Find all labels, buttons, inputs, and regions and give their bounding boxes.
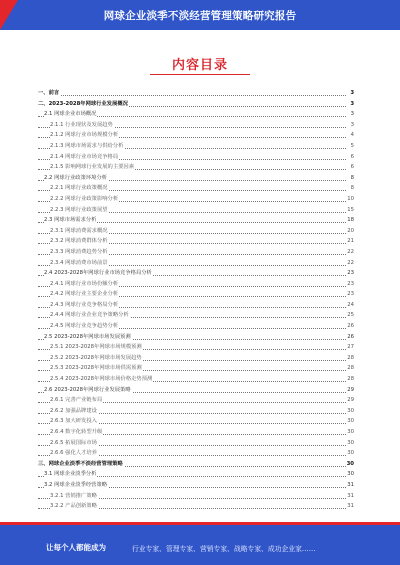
toc-entry-page: 28 [346,353,354,364]
toc-entry-label: 2.4.2 网球行业主要企业分析 [50,289,119,300]
toc-entry-page: 29 [346,385,354,396]
toc-entry-page: 23 [346,268,354,279]
toc-entry[interactable] [38,469,354,480]
report-title: 网球企业淡季不淡经营管理策略研究报告 [103,10,297,22]
toc-entry-label: 2.4.4 网球行业企业竞争策略分析 [50,310,130,321]
toc-entry-page: 6 [350,152,354,163]
toc-entry-label: 2.2.3 网球行业政策展望 [50,205,109,216]
toc-entry-label: 2.4.5 网球行业竞争趋势分析 [50,321,119,332]
toc-entry[interactable] [38,258,354,269]
toc-entry[interactable] [38,141,354,152]
toc-entry-label: 二、2023-2028年网球行业发展概况 [38,99,129,110]
toc-entry-label: 2.1.5 影响网球行业发展的主要因素 [50,162,135,173]
toc-entry[interactable] [38,480,354,491]
table-of-contents [38,88,354,512]
toc-entry-label: 2.1.4 网球行业市场竞争格局 [50,152,119,163]
toc-entry-label: 2.6 2023-2028年网球行业发展策略 [44,385,132,396]
toc-entry-page: 22 [346,258,354,269]
toc-entry-page: 30 [346,448,354,459]
toc-entry[interactable] [38,205,354,216]
toc-entry[interactable] [38,300,354,311]
toc-entry-label: 2.3.3 网球消费趋势分析 [50,247,109,258]
toc-entry-page: 4 [350,130,354,141]
toc-entry-page: 8 [350,183,354,194]
toc-entry-page: 3 [349,88,354,99]
toc-entry-page: 20 [346,226,354,237]
toc-entry-page: 23 [346,279,354,290]
footer-slogan-tail: 行业专家、管理专家、营销专家、战略专家、成功企业家…… [132,545,316,553]
toc-entry-label: 2.6.1 完善产业链布局 [50,395,103,406]
toc-entry-page: 31 [346,501,354,512]
toc-entry-page: 30 [346,469,354,480]
toc-entry[interactable] [38,226,354,237]
toc-entry-label: 2.1.1 行业现状及发展趋势 [50,120,114,131]
toc-entry-page: 8 [350,173,354,184]
toc-leader-dots [38,95,346,96]
toc-entry[interactable] [38,88,354,99]
toc-entry-label: 2.6.3 加大研发投入 [50,416,98,427]
toc-entry-page: 30 [346,438,354,449]
toc-entry-label: 2.1.2 网球行业市场规模分析 [50,130,119,141]
toc-entry-label: 2.5.1 2023-2028年网球市场规模预测 [50,342,143,353]
toc-entry[interactable] [38,173,354,184]
toc-entry-label: 2.3 网球市场需求分析 [44,215,97,226]
toc-entry-page: 3 [350,120,354,131]
toc-entry[interactable] [38,321,354,332]
page-footer [0,522,400,565]
toc-entry[interactable] [38,459,354,470]
toc-entry-label: 2.6.6 强化人才培养 [50,448,98,459]
toc-entry-label: 3.2 网球企业淡季经营策略 [44,480,108,491]
toc-entry-label: 2.6.5 拓展国际市场 [50,438,98,449]
toc-entry[interactable] [38,236,354,247]
toc-entry-label: 2.4 2023-2028年网球行业市场竞争格局分析 [44,268,153,279]
toc-entry-label: 2.5.3 2023-2028年网球市场供需预测 [50,363,143,374]
toc-entry-label: 2.6.2 加强品牌建设 [50,406,98,417]
toc-entry[interactable] [38,99,354,110]
toc-entry-page: 28 [346,374,354,385]
toc-entry-label: 3.2.2 产品创新策略 [50,501,98,512]
toc-entry[interactable] [38,109,354,120]
toc-entry-label: 2.2.2 网球行业政策影响分析 [50,194,119,205]
toc-entry-page: 5 [350,141,354,152]
toc-entry[interactable] [38,120,354,131]
toc-entry-label: 2.2 网球行业政策环境分析 [44,173,108,184]
toc-entry[interactable] [38,247,354,258]
toc-entry[interactable] [38,395,354,406]
toc-entry[interactable] [38,448,354,459]
toc-entry-page: 23 [346,289,354,300]
toc-entry[interactable] [38,279,354,290]
toc-entry-label: 2.5.4 2023-2028年网球市场价格走势预测 [50,374,153,385]
toc-entry[interactable] [38,152,354,163]
toc-entry[interactable] [38,310,354,321]
footer-slogan-lead: 让每个人都能成为 [46,543,106,552]
toc-entry-page: 3 [350,109,354,120]
toc-entry[interactable] [38,332,354,343]
toc-entry-page: 25 [346,310,354,321]
toc-entry-label: 2.2.1 网球行业政策概况 [50,183,109,194]
toc-entry-page: 6 [350,162,354,173]
page-header [0,0,400,30]
toc-entry-page: 29 [346,395,354,406]
toc-entry-page: 21 [346,236,354,247]
toc-entry-label: 三、网球企业淡季不淡经营管理策略 [38,459,124,470]
toc-entry-page: 30 [346,416,354,427]
toc-entry[interactable] [38,363,354,374]
toc-entry-page: 24 [346,300,354,311]
toc-entry-page: 3 [349,99,354,110]
toc-entry-page: 10 [346,194,354,205]
toc-entry-page: 28 [346,363,354,374]
toc-entry[interactable] [38,438,354,449]
toc-entry[interactable] [38,215,354,226]
footer-red-stripe [0,522,400,525]
toc-entry-page: 31 [346,480,354,491]
toc-entry-page: 31 [346,491,354,502]
toc-entry-page: 18 [346,215,354,226]
toc-entry-label: 2.4.3 网球行业竞争格局分析 [50,300,119,311]
toc-entry[interactable] [38,385,354,396]
toc-entry[interactable] [38,289,354,300]
toc-entry[interactable] [38,130,354,141]
toc-entry[interactable] [38,183,354,194]
toc-entry[interactable] [38,406,354,417]
toc-entry[interactable] [38,194,354,205]
toc-entry-label: 2.3.4 网球消费市场前景 [50,258,109,269]
toc-entry-label: 2.6.4 数字化转型升级 [50,427,103,438]
toc-entry-label: 2.3.2 网球消费群体分析 [50,236,109,247]
toc-entry[interactable] [38,501,354,512]
toc-entry-label: 2.1 网球企业市场概况 [44,109,97,120]
toc-entry[interactable] [38,416,354,427]
toc-entry-label: 2.5 2023-2028年网球市场发展预测 [44,332,132,343]
toc-entry-page: 30 [346,427,354,438]
toc-entry-label: 2.1.3 网球市场需求与供给分析 [50,141,124,152]
toc-entry-page: 26 [346,321,354,332]
toc-entry-label: 2.5.2 2023-2028年网球市场发展趋势 [50,353,143,364]
toc-entry[interactable] [38,353,354,364]
toc-entry-page: 27 [346,342,354,353]
toc-entry-page: 15 [346,205,354,216]
toc-entry-label: 一、前言 [38,88,60,99]
toc-heading-underline [150,74,250,75]
toc-entry-page: 26 [346,332,354,343]
toc-entry-label: 3.1 网球企业淡季分析 [44,469,97,480]
toc-entry[interactable] [38,427,354,438]
toc-entry[interactable] [38,491,354,502]
toc-entry[interactable] [38,342,354,353]
toc-entry[interactable] [38,268,354,279]
toc-entry[interactable] [38,374,354,385]
toc-entry-page: 30 [346,459,354,470]
toc-heading: 内容目录 [171,58,228,73]
toc-entry-label: 2.4.1 网球行业市场份额分析 [50,279,119,290]
toc-entry-page: 30 [346,406,354,417]
toc-entry-page: 22 [346,247,354,258]
toc-entry[interactable] [38,162,354,173]
toc-entry-label: 2.3.1 网球消费需求概况 [50,226,109,237]
toc-entry-label: 3.2.1 营销推广策略 [50,491,98,502]
